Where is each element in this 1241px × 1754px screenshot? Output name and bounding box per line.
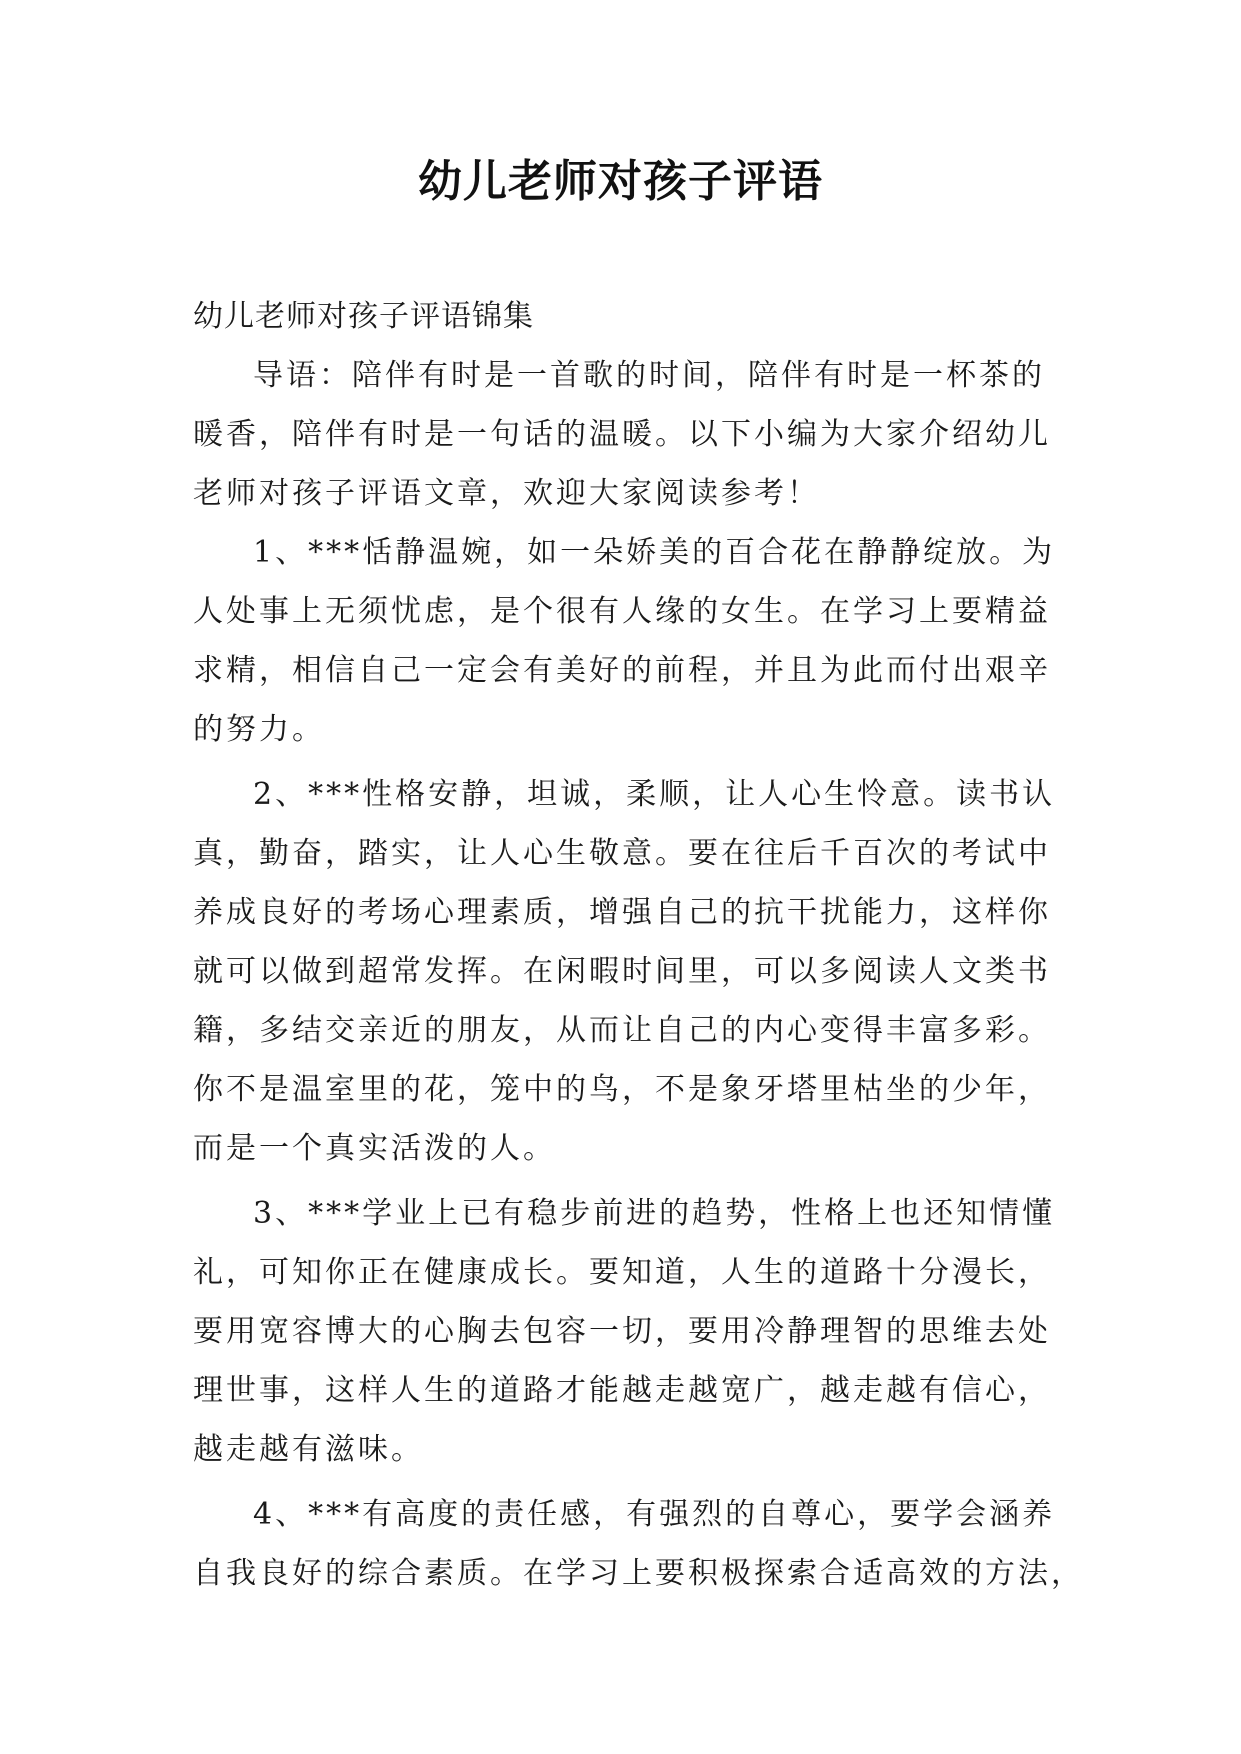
paragraph-line: 理世事，这样人生的道路才能越走越宽广，越走越有信心， — [193, 1373, 1051, 1408]
paragraph-item-4 — [193, 1485, 1084, 1603]
paragraph-item-1 — [193, 523, 1056, 759]
paragraph-line: 就可以做到超常发挥。在闲暇时间里，可以多阅读人文类书 — [193, 954, 1051, 989]
paragraph-line: 籍，多结交亲近的朋友，从而让自己的内心变得丰富多彩。 — [193, 1013, 1051, 1048]
paragraph-line: 越走越有滋味。 — [193, 1432, 424, 1467]
paragraph-line: 导语：陪伴有时是一首歌的时间，陪伴有时是一杯茶的 — [253, 358, 1045, 393]
paragraph-line: 而是一个真实活泼的人。 — [193, 1131, 556, 1166]
paragraph-line: 4、***有高度的责任感，有强烈的自尊心，要学会涵养 — [253, 1497, 1056, 1532]
paragraph-line: 的努力。 — [193, 712, 325, 747]
paragraph-line: 暖香，陪伴有时是一句话的温暖。以下小编为大家介绍幼儿 — [193, 417, 1051, 452]
paragraph-line: 你不是温室里的花，笼中的鸟，不是象牙塔里枯坐的少年， — [193, 1072, 1051, 1107]
document-title: 幼儿老师对孩子评语 — [418, 156, 823, 207]
document-subtitle: 幼儿老师对孩子评语锦集 — [193, 299, 534, 334]
paragraph-line: 3、***学业上已有稳步前进的趋势，性格上也还知情懂 — [253, 1196, 1056, 1231]
paragraph-item-2 — [193, 765, 1056, 1178]
paragraph-line: 礼，可知你正在健康成长。要知道，人生的道路十分漫长， — [193, 1255, 1051, 1290]
paragraph-line: 自我良好的综合素质。在学习上要积极探索合适高效的方法， — [193, 1556, 1084, 1591]
paragraph-intro — [193, 346, 1051, 523]
paragraph-line: 1、***恬静温婉，如一朵娇美的百合花在静静绽放。为 — [253, 535, 1056, 570]
paragraph-line: 人处事上无须忧虑，是个很有人缘的女生。在学习上要精益 — [193, 594, 1051, 629]
paragraph-line: 求精，相信自己一定会有美好的前程，并且为此而付出艰辛 — [193, 653, 1051, 688]
paragraph-line: 真，勤奋，踏实，让人心生敬意。要在往后千百次的考试中 — [193, 836, 1051, 871]
paragraph-line: 2、***性格安静，坦诚，柔顺，让人心生怜意。读书认 — [253, 777, 1056, 812]
paragraph-item-3 — [193, 1184, 1056, 1479]
document-body — [193, 287, 1084, 1603]
paragraph-line: 养成良好的考场心理素质，增强自己的抗干扰能力，这样你 — [193, 895, 1051, 930]
paragraph-line: 老师对孩子评语文章，欢迎大家阅读参考！ — [193, 476, 820, 511]
paragraph-line: 要用宽容博大的心胸去包容一切，要用冷静理智的思维去处 — [193, 1314, 1051, 1349]
